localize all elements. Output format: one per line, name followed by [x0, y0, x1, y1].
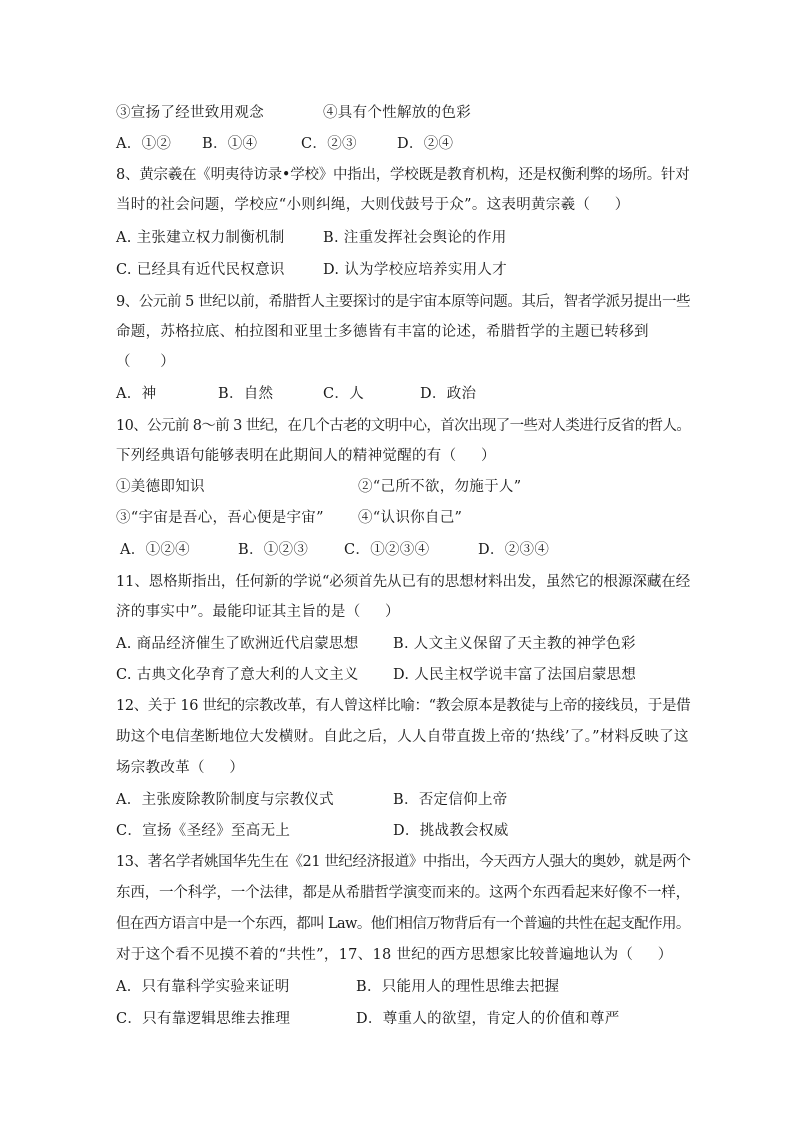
choice-d: D．②④ [397, 136, 454, 152]
q12-stem-line2: 助这个电信垄断地位大发横财。自此之后，人人自带直拨上帝的‘热线’了。”材料反映了这 [116, 729, 689, 745]
q8-choice-b: B. 注重发挥社会舆论的作用 [323, 230, 507, 246]
q11-choice-b: B. 人文主义保留了天主教的神学色彩 [393, 636, 636, 652]
q9-choice-c: C．人 [323, 386, 364, 402]
q8-choice-d: D. 认为学校应培养实用人才 [323, 262, 508, 278]
q12-choice-a: A．主张废除教阶制度与宗教仪式 [116, 792, 334, 808]
q12-choice-c: C．宣扬《圣经》至高无上 [116, 823, 291, 839]
q13-stem-line4: 对于这个看不见摸不着的“共性”，17、18 世纪的西方思想家比较普遍地认为（ ） [116, 947, 673, 963]
q11-choice-c: C. 古典文化孕育了意大利的人文主义 [116, 667, 359, 683]
q9-stem-line2: 命题，苏格拉底、柏拉图和亚里士多德皆有丰富的论述，希腊哲学的主题已转移到 [116, 324, 649, 340]
q9-choice-b: B．自然 [218, 386, 274, 402]
q12-stem-line3: 场宗教改革（ ） [116, 760, 245, 776]
choice-a: A．①② [116, 136, 172, 152]
q13-choice-d: D．尊重人的欲望，肯定人的价值和尊严 [356, 1011, 620, 1027]
q13-choice-b: B．只能用人的理性思维去把握 [356, 979, 560, 995]
q10-choice-d: D．②③④ [478, 542, 550, 558]
q10-choice-a: A．①②④ [120, 542, 190, 558]
q13-stem-line1: 13、著名学者姚国华先生在《21 世纪经济报道》中指出，今天西方人强大的奥妙，就是两个 [116, 854, 691, 870]
q11-choice-d: D. 人民主权学说丰富了法国启蒙思想 [393, 667, 637, 683]
q10-choice-b: B．①②③ [238, 542, 309, 558]
q13-choice-c: C．只有靠逻辑思维去推理 [116, 1011, 291, 1027]
q10-stem-line2: 下列经典语句能够表明在此期间人的精神觉醒的有（ ） [116, 448, 496, 464]
q12-choice-b: B．否定信仰上帝 [393, 792, 508, 808]
q13-choice-a: A．只有靠科学实验来证明 [116, 979, 290, 995]
q8-stem-line2: 当时的社会问题，学校应“小则纠绳，大则伐鼓号于众”。这表明黄宗羲（ ） [116, 197, 630, 213]
q11-stem-line1: 11、恩格斯指出，任何新的学说“必须首先从已有的思想材料出发，虽然它的根源深藏在经 [116, 574, 691, 590]
q11-stem-line2: 济的事实中”。最能印证其主旨的是（ ） [116, 604, 400, 620]
q8-stem-line1: 8、黄宗羲在《明夷待访录•学校》中指出，学校既是教育机构，还是权衡利弊的场所。针对 [116, 167, 690, 183]
option-4: ④具有个性解放的色彩 [323, 105, 471, 121]
q9-choice-d: D．政治 [420, 386, 477, 402]
q10-option-4: ④“认识你自己” [358, 510, 463, 526]
q9-choice-a: A．神 [116, 386, 157, 402]
q9-stem-line3: （ ） [116, 354, 176, 370]
q12-choice-d: D．挑战教会权威 [393, 823, 509, 839]
q11-choice-a: A. 商品经济催生了欧洲近代启蒙思想 [116, 636, 359, 652]
q8-choice-a: A. 主张建立权力制衡机制 [116, 230, 285, 246]
q10-stem-line1: 10、公元前 8～前 3 世纪，在几个古老的文明中心，首次出现了一些对人类进行反省的哲人。 [116, 418, 691, 434]
q10-option-1: ①美德即知识 [116, 479, 205, 495]
choice-b: B．①④ [202, 136, 258, 152]
q9-stem-line1: 9、公元前 5 世纪以前，希腊哲人主要探讨的是宇宙本原等问题。其后，智者学派另提出一些 [116, 294, 691, 310]
q10-option-2: ②“己所不欲，勿施于人” [358, 479, 522, 495]
q10-option-3: ③“宇宙是吾心，吾心便是宇宙” [116, 510, 324, 526]
option-3: ③宣扬了经世致用观念 [116, 105, 264, 121]
q13-stem-line2: 东西，一个科学，一个法律，都是从希腊哲学演变而来的。这两个东西看起来好像不一样， [116, 885, 690, 901]
q8-choice-c: C. 已经具有近代民权意识 [116, 262, 285, 278]
q10-choice-c: C．①②③④ [344, 542, 430, 558]
q12-stem-line1: 12、关于 16 世纪的宗教改革，有人曾这样比喻：“教会原本是教徒与上帝的接线员，于是借 [116, 698, 691, 714]
q13-stem-line3: 但在西方语言中是一个东西，都叫 Law。他们相信万物背后有一个普遍的共性在起支配作用。 [116, 916, 690, 932]
choice-c: C．②③ [301, 136, 357, 152]
